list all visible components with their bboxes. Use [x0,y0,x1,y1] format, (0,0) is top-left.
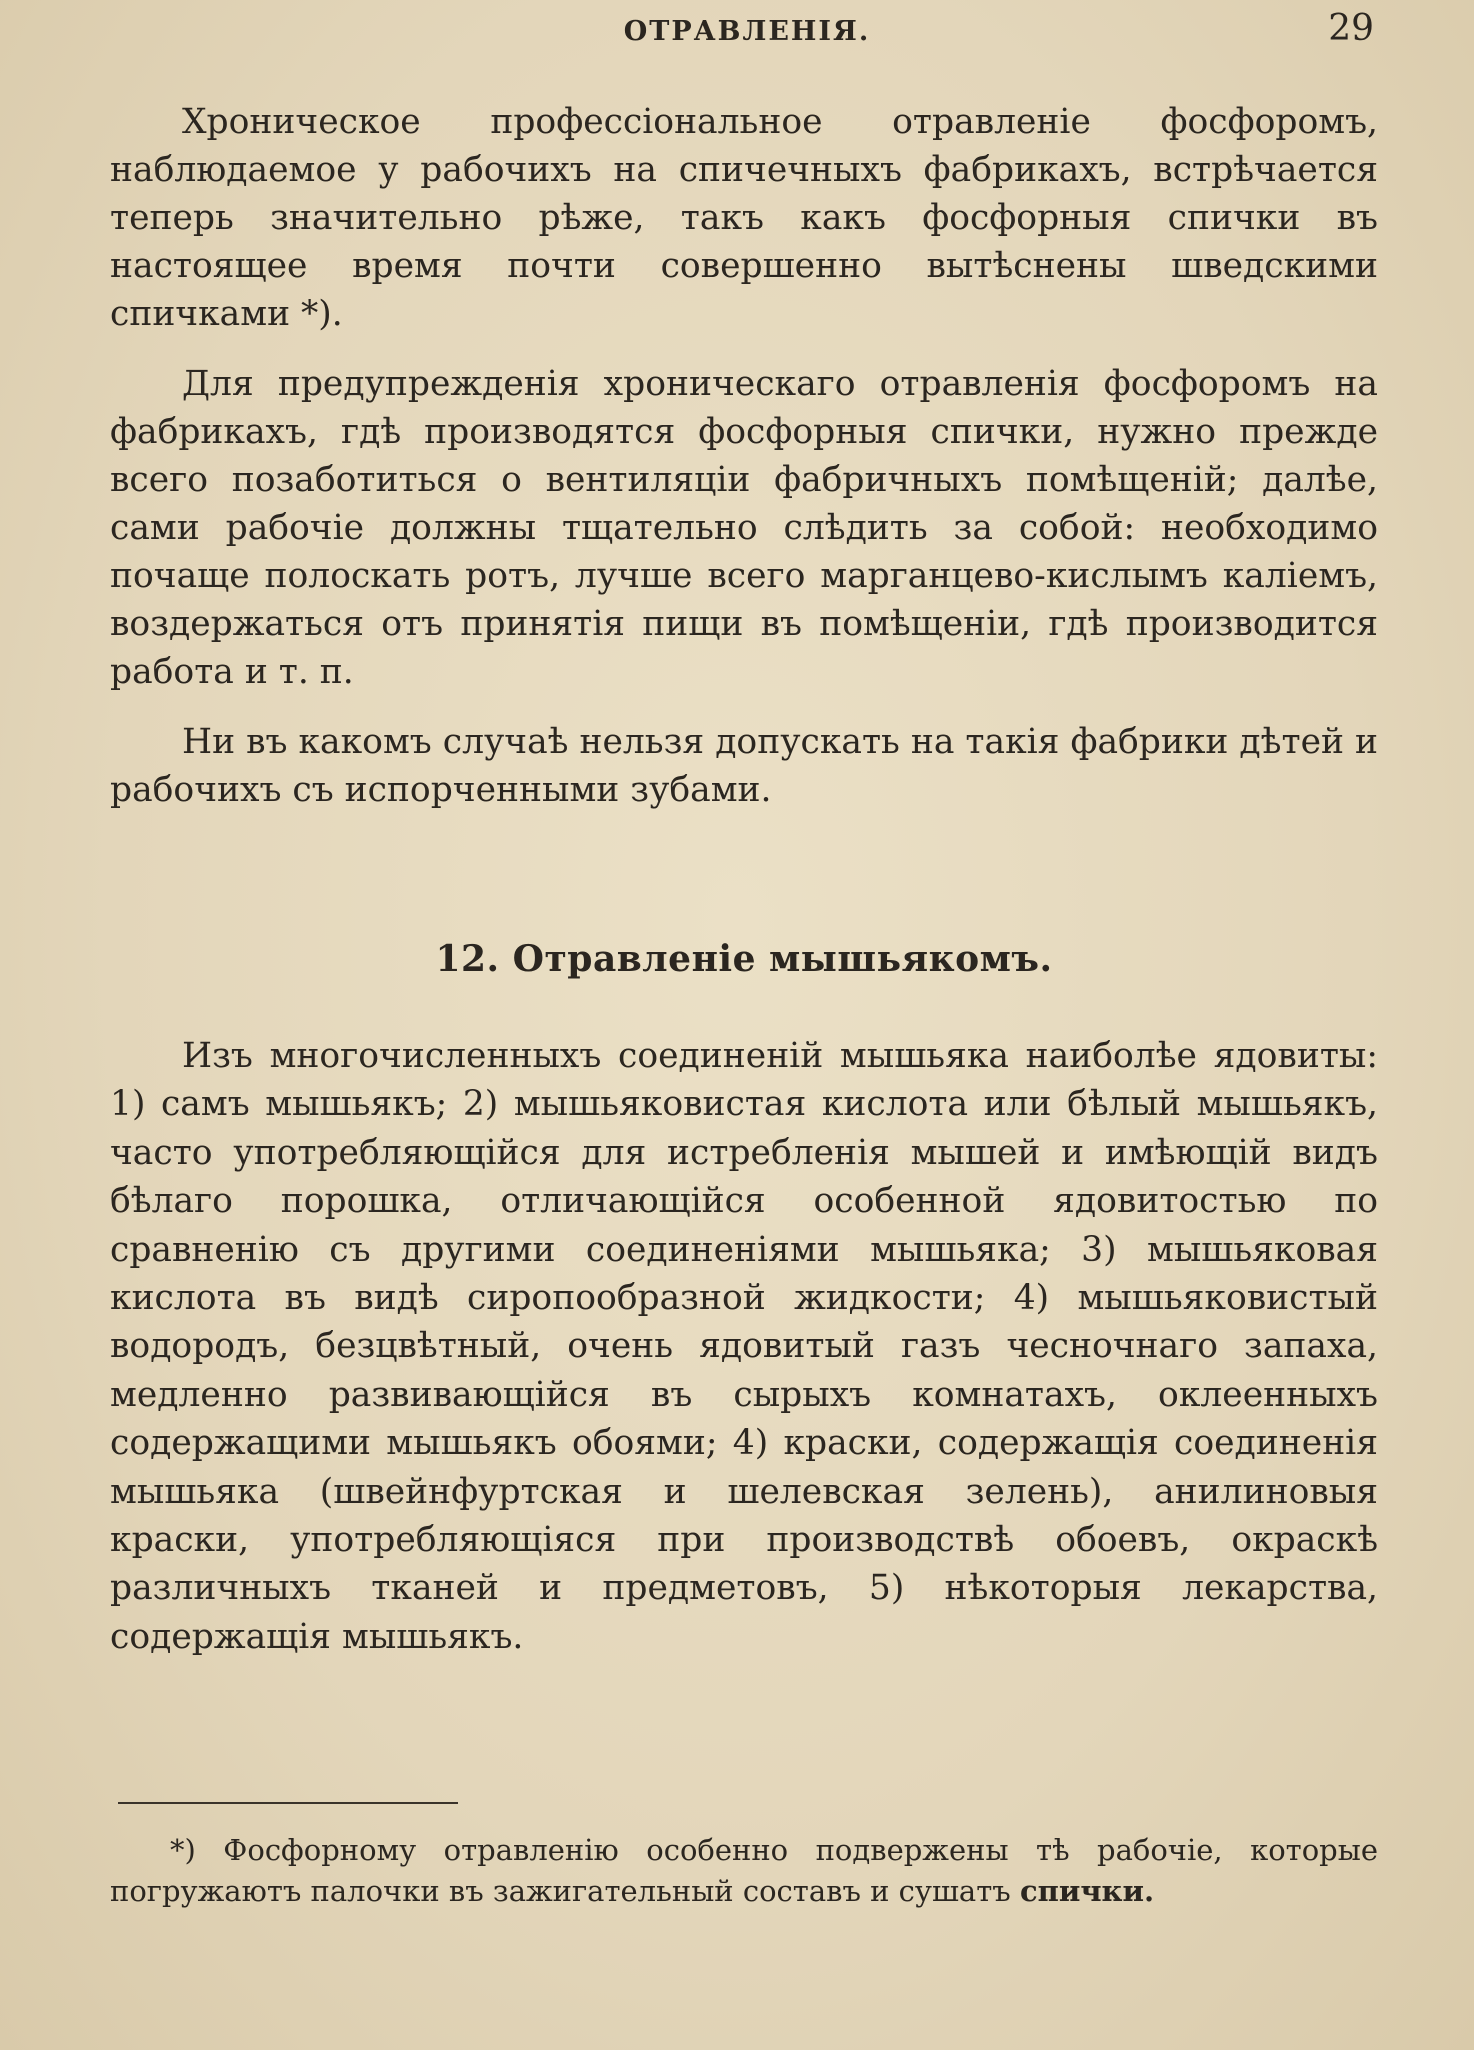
footnote-text: *) Фосфорному отравленію особенно подвержены тѣ рабочіе, которые погружаютъ палочки въ зажигательный составъ и сушатъ [110,1833,1378,1908]
paragraph-chronic-phosphorus: Хроническое профессіональное отравленіе фосфоромъ, наблюдаемое у рабочихъ на спичечныхъ фабрикахъ, встрѣчается теперь значительно рѣже, такъ какъ фосфорныя спички въ настоящее время почти совершенно вытѣснены шведскими спичками *). [110,102,1378,334]
section-body [110,1032,1378,1661]
running-header [110,8,1384,52]
paragraph-prevention: Для предупрежденія хроническаго отравленія фосфоромъ на фабрикахъ, гдѣ производятся фосфорныя спички, нужно прежде всего позаботиться о вентиляціи фабричныхъ помѣщеній; далѣе, сами рабочіе должны тщательно слѣдить за собой: необходимо почаще полоскать ротъ, лучше всего марганцево-кислымъ каліемъ, воздержаться отъ принятія пищи въ помѣщеніи, гдѣ производится работа и т. п. [110,364,1378,692]
paragraph-children-warning: Ни въ какомъ случаѣ нельзя допускать на такія фабрики дѣтей и рабочихъ съ испорченными зубами. [110,722,1378,810]
body-text [110,98,1378,814]
footnote-last-word: спички. [1019,1874,1155,1908]
footnote-divider [118,1802,458,1804]
paragraph-arsenic-compounds: Изъ многочисленныхъ соединеній мышьяка наиболѣе ядовиты: 1) самъ мышьякъ; 2) мышьяковистая кислота или бѣлый мышьякъ, часто употребляющійся для истребленія мышей и имѣющій видъ бѣлаго порошка, отличающійся особенной ядовитостью по сравненію съ другими соединеніями мышьяка; 3) мышьяковая кислота въ видѣ сиропообразной жидкости; 4) мышьяковистый водородъ, безцвѣтный, очень ядовитый газъ чесночнаго запаха, медленно развивающійся въ сырыхъ комнатахъ, оклеенныхъ содержащими мышьякъ обоями; 4) краски, содержащія соединенія мышьяка (швейнфуртская и шелевская зелень), анилиновыя краски, употребляющіяся при производствѣ обоевъ, окраскѣ различныхъ тканей и предметовъ, 5) нѣкоторыя лекарства, содержащія мышьякъ. [110,1036,1378,1657]
running-title: ОТРАВЛЕНІЯ. [623,16,871,47]
footnote [110,1830,1378,1912]
page-number: 29 [1328,8,1374,49]
section-heading: 12. Отравленіе мышьякомъ. [435,938,1053,980]
